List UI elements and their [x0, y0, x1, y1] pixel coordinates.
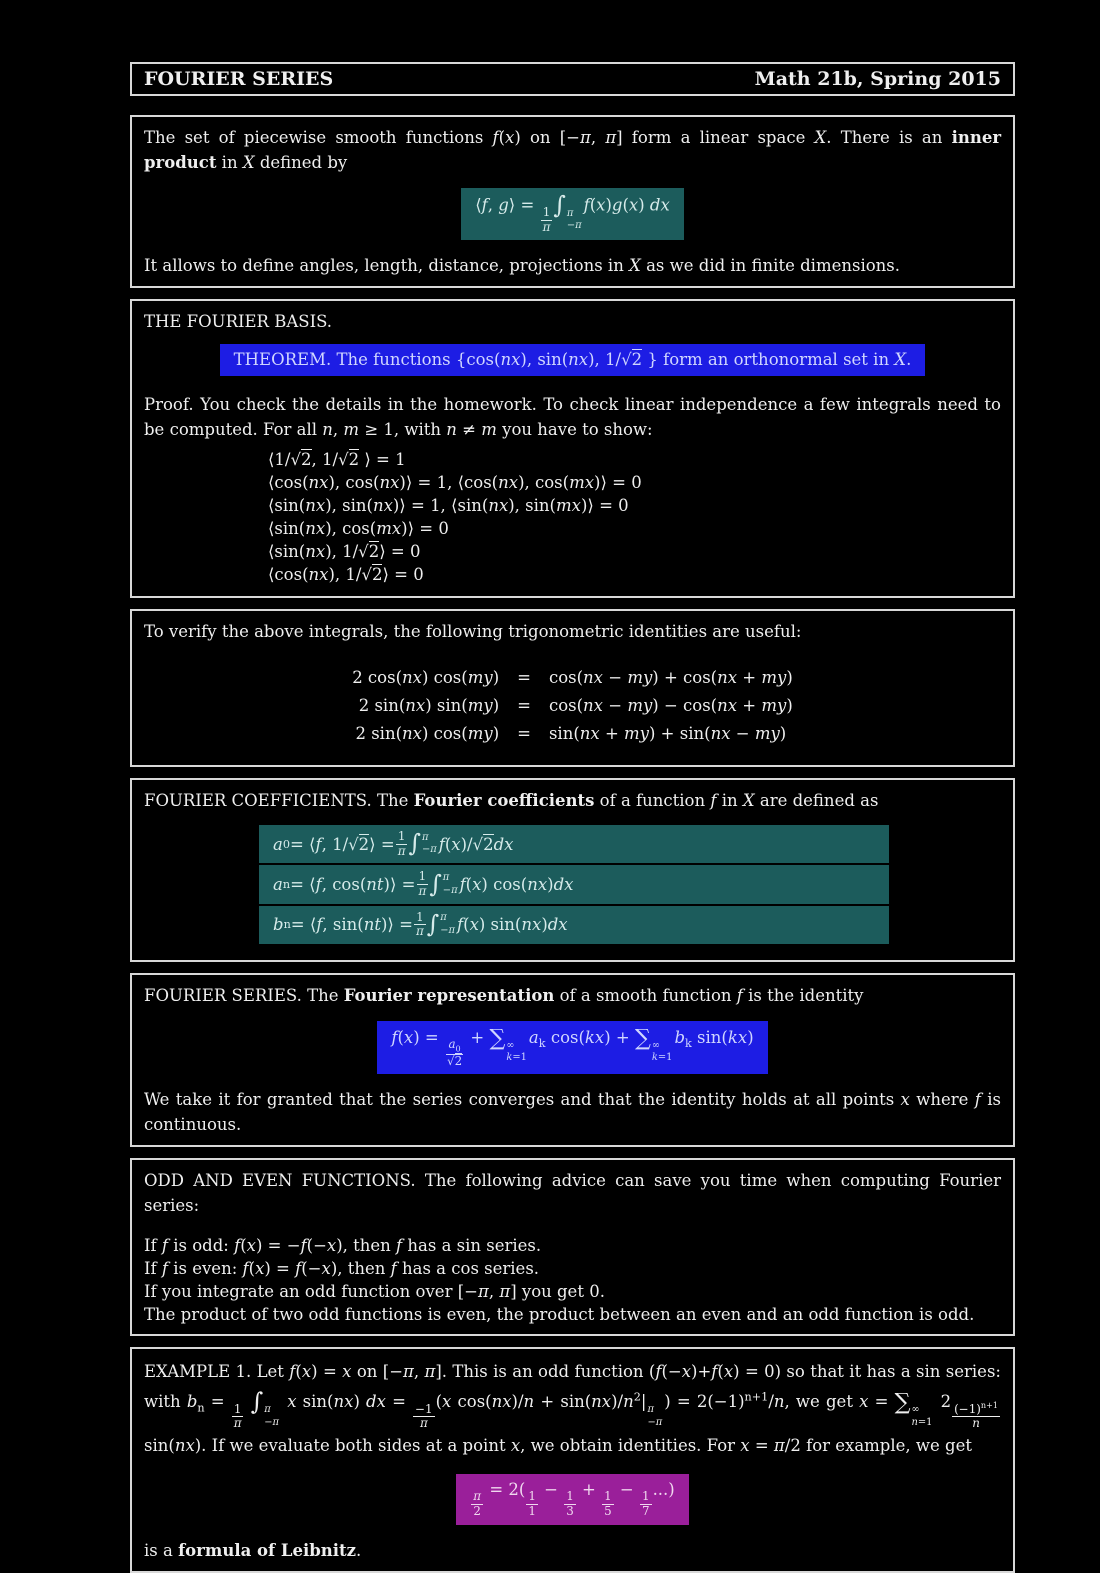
identity-lhs: 2 sin(nx) cos(my)	[355, 724, 500, 744]
fourier-series-box	[130, 973, 1015, 1147]
theorem-banner: THEOREM. The functions {cos(nx), sin(nx), 1/√2 } form an orthonormal set in X.	[220, 344, 926, 376]
a0-formula: a 0 = ⟨ f , 1/ √2 ⟩ = 1 π ∫ π −π f ( x )/ √2 dx	[259, 825, 889, 863]
identity-lhs: 2 cos(nx) cos(my)	[352, 668, 500, 688]
inner-product-formula: ⟨f, g⟩ = $\frac{1}{\pi}$ ∫ π −π f(x)g(x) dx	[461, 188, 684, 240]
identities-intro: To verify the above integrals, the following trigonometric identities are useful:	[144, 622, 802, 642]
identity-rhs: cos(nx − my) − cos(nx + my)	[548, 696, 793, 716]
course-label: Math 21b, Spring 2015	[754, 68, 1001, 90]
identity-table	[144, 668, 1001, 743]
odd-even-intro: ODD AND EVEN FUNCTIONS. The following advice can save you time when computing Fourier series:	[144, 1171, 1001, 1216]
identity-rhs: cos(nx − my) + cos(nx + my)	[548, 668, 793, 688]
intro-note: It allows to define angles, length, distance, projections in X as we did in finite dimensions.	[144, 256, 900, 276]
inner-product-box	[130, 115, 1015, 288]
equation-line: ⟨sin(nx), cos(mx)⟩ = 0	[268, 519, 449, 539]
proof-paragraph: Proof. You check the details in the homework. To check linear independence a few integrals need to be computed. For all n, m ≥ 1, with n ≠ m you have to show:	[144, 395, 1001, 440]
series-intro: FOURIER SERIES. The Fourier representation of a smooth function f is the identity	[144, 986, 864, 1005]
bn-formula: b n = ⟨ f , sin( nt )⟩ = 1 π ∫ π −π f ( x ) sin( nx ) dx	[259, 906, 889, 944]
advice-lines	[144, 1234, 1001, 1326]
example-box	[130, 1347, 1015, 1572]
document-page	[130, 0, 1015, 1573]
odd-even-box	[130, 1158, 1015, 1336]
equals-sign: =	[517, 668, 531, 688]
orthonormality-equations	[268, 448, 1001, 586]
equals-sign: =	[517, 724, 531, 744]
advice-line: If f is odd: f(x) = −f(−x), then f has a sin series.	[144, 1236, 542, 1256]
leibnitz-formula: $\frac{\pi}{2}$ = 2( $\frac{1}{1}$ − $\frac{1}{3}$ + $\frac{1}{5}$ − $\frac{1}{7}$ ...)	[456, 1474, 688, 1525]
intro-paragraph: The set of piecewise smooth functions f(x) on [−π, π] form a linear space X. There is an inner product in X defined by	[144, 128, 1002, 172]
equation-line: ⟨sin(nx), 1/√2⟩ = 0	[268, 542, 421, 562]
equation-line: ⟨sin(nx), sin(nx)⟩ = 1, ⟨sin(nx), sin(mx)⟩ = 0	[268, 496, 629, 516]
example-closing: is a formula of Leibnitz.	[144, 1540, 362, 1560]
equation-line: ⟨cos(nx), 1/√2⟩ = 0	[268, 565, 424, 585]
coefficient-formulas	[259, 825, 889, 944]
coefficients-intro: FOURIER COEFFICIENTS. The Fourier coefficients of a function f in X are defined as	[144, 791, 879, 811]
equation-line: ⟨cos(nx), cos(nx)⟩ = 1, ⟨cos(nx), cos(mx)⟩ = 0	[268, 473, 642, 493]
example-paragraph: EXAMPLE 1. Let f(x) = x on [−π, π]. This is an odd function (f(−x)+f(x) = 0) so that it has a sin series: with $b_n$ = $\frac{1}{\pi}$ ∫ π −π x sin(nx) dx = $\frac{-1}{\pi}$ (x $\cos(nx)/n + \sin(nx)/n^2|$ π −π ) = $2(-1)^{n+1}/n$, we get x = ∑ ∞ n=1 2 $\frac{(-1)^{n+1}}{n}$ sin(nx). If we evaluate both sides at a point x, we obtain identities. For x = π/2 for example, we get	[144, 1362, 1001, 1455]
doc-title: FOURIER SERIES	[144, 68, 334, 90]
series-formula: f(x) = $\frac{a_0}{√2}$ + ∑ ∞ k=1 $a_k$ cos(kx) + ∑ ∞ k=1 $b_k$ sin(kx)	[377, 1021, 767, 1074]
advice-line: The product of two odd functions is even, the product between an even and an odd function is odd.	[144, 1305, 975, 1325]
an-formula: a n = ⟨ f , cos( nt )⟩ = 1 π ∫ π −π f ( x ) cos( nx ) dx	[259, 865, 889, 903]
series-outro: We take it for granted that the series converges and that the identity holds at all points x where f is continuous.	[144, 1090, 1001, 1135]
identity-lhs: 2 sin(nx) sin(my)	[358, 696, 500, 716]
equation-line: ⟨1/√2, 1/√2 ⟩ = 1	[268, 450, 406, 470]
identity-rhs: sin(nx + my) + sin(nx − my)	[548, 724, 787, 744]
header	[130, 62, 1015, 96]
advice-line: If you integrate an odd function over [−π, π] you get 0.	[144, 1282, 605, 1302]
fourier-basis-box	[130, 299, 1015, 598]
basis-title: THE FOURIER BASIS.	[144, 312, 333, 332]
equals-sign: =	[517, 696, 531, 716]
trig-identities-box	[130, 609, 1015, 767]
fourier-coefficients-box	[130, 778, 1015, 962]
advice-line: If f is even: f(x) = f(−x), then f has a cos series.	[144, 1259, 540, 1279]
